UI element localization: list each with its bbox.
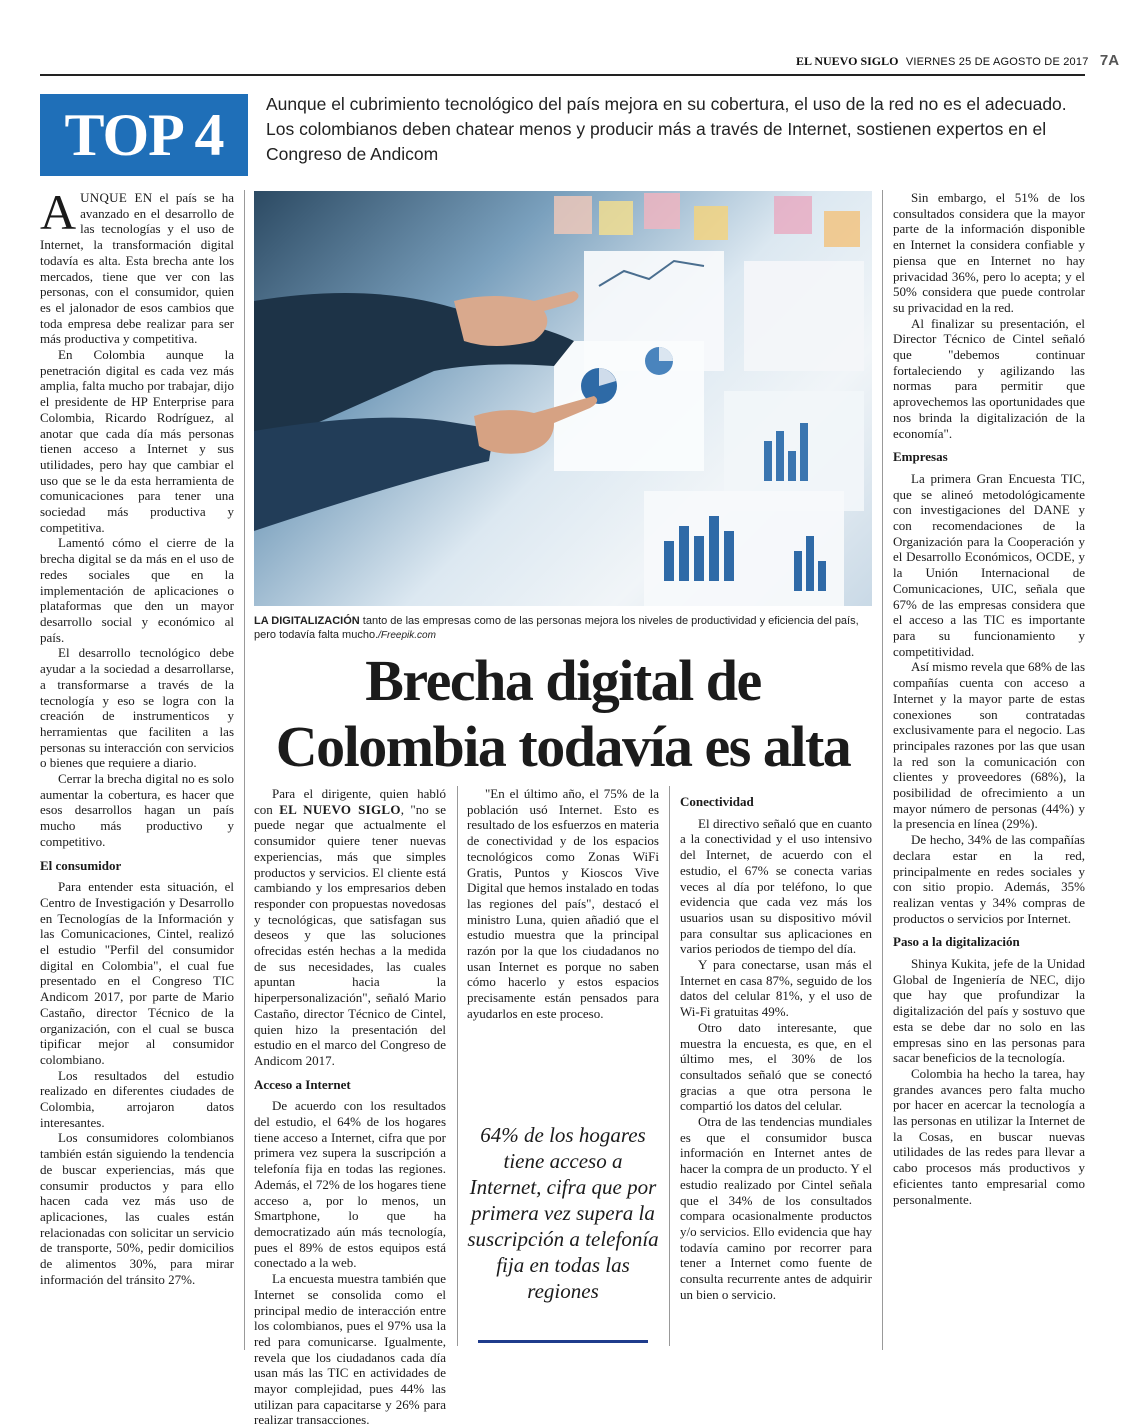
paragraph: El directivo señaló que en cuanto a la conectividad y el uso intensivo del Internet, de acuerdo con el estudio, el 67% se conecta varias veces al día por teléfono, lo que evidencia que cada vez más los usuarios usan su dispositivo móvil para consultar sus aplicaciones en varios periodos de tiempo del día. [680, 815, 872, 957]
column-2 [254, 786, 446, 1428]
article-photo [254, 191, 872, 606]
column-1 [40, 184, 234, 1288]
photo-caption [254, 614, 872, 643]
paragraph: Los resultados del estudio realizado en diferentes ciudades de Colombia, arrojaron datos interesantes. [40, 1067, 234, 1130]
paragraph: El desarrollo tecnológico debe ayudar a la sociedad a desarrollarse, a transformarse a través de la tecnología y eso se logra con la creación de instrumenticos y herramientas que faciliten a las personas su interacción con servicios o bienes que requiere a diario. [40, 645, 234, 771]
column-divider [669, 786, 670, 1346]
paragraph: La encuesta muestra también que Internet se consolida como el principal medio de interacción entre los colombianos, pues el 97% usa la red para comunicarse. Igualmente, revela que los ciudadanos cada día usan más las TIC en actividades de mayor complejidad, pues 44% las utilizan para capacitarse y 26% para realizar transacciones. [254, 1271, 446, 1428]
column-divider [244, 190, 245, 1350]
drop-cap: A [40, 184, 77, 240]
column-3 [467, 786, 659, 1116]
column-4 [680, 786, 872, 1303]
paragraph: Otra de las tendencias mundiales es que el consumidor busca información en Internet antes de hacer la compra de un producto. Y el estudio realizado por Cintel señala que el 34% de los consultados compara ocasionalmente productos y/o servicios. Ello evidencia que hay todavía camino por recorrer para tener a Internet como fuente de consulta recurrente antes de adquirir un bien o servicio. [680, 1114, 872, 1302]
paragraph: AUNQUE EN el país se ha avanzado en el desarrollo de las tecnologías y el uso de Internet, la transformación digital todavía es alta. Esta brecha ante los mercados, tiene que ver con las personas, con el consumidor, quien es el jalonador de esos cambios que toda empresa debe realizar para ser más productiva y competitiva. [40, 184, 234, 347]
masthead [796, 52, 1120, 72]
page-number: 7A [1099, 52, 1120, 69]
column-divider [457, 786, 458, 1346]
paragraph: Para el dirigente, quien habló con EL NUEVO SIGLO, "no se puede negar que actualmente el consumidor quiere tener nuevas experiencias, más que simples productos y servicios. El cliente está cambiando y los empresarios deben responder con propuestas novedosas y tecnológicas, que satisfagan sus deseos y que las soluciones ofrecidas estén hechas a la medida de sus necesidades, las cuales apuntan hacia la hiperpersonalización", señaló Mario Castaño, director Técnico de Cintel, quien hizo la presentación del estudio en el marco del Congreso de Andicom 2017. [254, 786, 446, 1068]
paragraph: Sin embargo, el 51% de los consultados considera que la mayor parte de la información disponible en Internet la considera confiable y piensa que en Internet no hay privacidad 36%, pero lo acepta; y el 50% considera que puede controlar su privacidad en la red. [893, 190, 1085, 315]
paragraph: Así mismo revela que 68% de las compañías cuenta con acceso a Internet y la mayor parte de estas conexiones son contratadas exclusivamente para el negocio. Las principales razones por las que usan la red son la comunicación con clientes y proveedores (68%), la posibilidad de ofrecimiento a un mayor número de personas (44%) y la presencia en línea (29%). [893, 659, 1086, 832]
paragraph: Y para conectarse, usan más el Internet en casa 87%, seguido de los datos del celular 81%, y el uso de Wi-Fi gratuitas 49%. [680, 957, 872, 1020]
pull-quote: 64% de los hogares tiene acceso a Internet, cifra que por primera vez supera la suscripción a telefonía fija en todas las regiones [467, 1123, 659, 1303]
paragraph: Los consumidores colombianos también están siguiendo la tendencia de buscar experiencias, más que consumir productos y para ello hacen cada vez más uso de aplicaciones, las cuales están relacionadas con solicitar un servicio de transporte, 50%, pedir domicilios de alimentos 30%, para mirar información del tránsito 27%. [40, 1130, 234, 1287]
subheading-paso: Paso a la digitalización [893, 934, 1020, 950]
paragraph: Cerrar la brecha digital no es solo aumentar la cobertura, es hacer que esos desarrollos hagan un país mucho más productivo y competitivo. [40, 771, 234, 849]
paper-mention: EL NUEVO SIGLO [279, 801, 401, 817]
paragraph: En Colombia aunque la penetración digital es cada vez más amplia, falta mucho por trabajar, dijo el presidente de HP Enterprise para Colombia, Ricardo Rodríguez, al anotar que cada día más personas tienen acceso a Internet y sus utilidades, pero hay que cambiar el uso que se le da esta herramienta de comunicaciones para tener una sociedad más productiva y competitiva. [40, 347, 234, 535]
paragraph: De hecho, 34% de las compañías declara estar en la red, principalmente en redes sociales y con sitio propio. Además, 35% realizan ventas y 34% compras de productos o servicios por Internet. [893, 832, 1085, 926]
masthead-rule [40, 74, 1085, 76]
paragraph: "En el último año, el 75% de la población usó Internet. Esto es resultado de los esfuerzos en materia de conectividad y de los espacios tecnológicos como Zonas WiFi Gratis, Puntos y Kioscos Vive Digital que hemos instalado en todas las regiones del país", destacó el ministro Luna, quien añadió que el estudio muestra que la principal razón por la que los ciudadanos no usan Internet es porque no saben cómo hacerlo y estos espacios precisamente están pensados para ayudarlos en este proceso. [467, 786, 659, 1021]
paragraph: Colombia ha hecho la tarea, hay grandes avances pero falta mucho por hacer en acercar la tecnología a las personas en utilizar la Internet de la Cosas, en buscar nuevas utilidades de las redes para llevar a cabo procesos más productivos y eficientes tanto empresarial como personalmente. [893, 1065, 1085, 1207]
column-5 [893, 190, 1085, 1207]
subheading-consumidor: El consumidor [40, 857, 122, 873]
photo-credit: /Freepik.com [378, 630, 436, 641]
article-deck: Aunque el cubrimiento tecnológico del país mejora en su cobertura, el uso de la red no es el adecuado. Los colombianos deben chatear menos y producir más a través de Internet, sostienen expertos en el Congreso de Andicom [266, 94, 1067, 164]
subheading-empresas: Empresas [893, 449, 948, 465]
caption-lead: LA DIGITALIZACIÓN [254, 615, 360, 627]
subheading-conectividad: Conectividad [680, 794, 754, 809]
paragraph: Lamentó cómo el cierre de la brecha digital se da más en el uso de redes sociales que en la implementación de aplicaciones o plataformas que den un mayor desarrollo social y económico al país. [40, 535, 234, 645]
issue-date: VIERNES 25 DE AGOSTO DE 2017 [905, 56, 1089, 68]
column-divider [882, 190, 883, 1350]
paragraph: De acuerdo con los resultados del estudio, el 64% de los hogares tiene acceso a Internet, cifra que por primera vez supera la suscripción a telefonía fija en todas las regiones. Además, el 72% de los hogares tiene acceso a, por lo menos, un Smartphone, lo que ha democratizado aún más tecnología, pues el 89% de estos equipos está conectado a la web. [254, 1098, 446, 1271]
headline: Brecha digital de Colombia todavía es alta [275, 648, 851, 779]
subheading-acceso: Acceso a Internet [254, 1076, 351, 1092]
pull-quote-rule [478, 1340, 648, 1343]
lead-caps: UNQUE EN [80, 190, 153, 205]
digital-charts-illustration [254, 191, 872, 606]
paragraph: Para entender esta situación, el Centro de Investigación y Desarrollo en Tecnologías de la Información y las Comunicaciones, Cintel, realizó el estudio "Perfil del consumidor digital en Colombia", el cual fue presentado en el Congreso TIC Andicom 2017, por parte de Mario Castaño, director Técnico de la organización, con el cual se busca tipificar mejor al consumidor colombiano. [40, 879, 234, 1067]
section-badge: TOP 4 [40, 94, 248, 176]
newspaper-name: EL NUEVO SIGLO [796, 54, 899, 68]
paragraph: Shinya Kukita, jefe de la Unidad Global de Ingeniería de NEC, dijo que hay que profundizar la digitalización del país y sostuvo que esta se debe dar no solo en las empresas sino en las personas para sacar beneficios de la tecnología. [893, 956, 1085, 1066]
paragraph: La primera Gran Encuesta TIC, que se alineó metodológicamente con investigaciones del DANE y con recomendaciones de la Organización para la Cooperación y el Desarrollo Económicos, OCDE, y la Unión Internacional de Comunicaciones, UIC, señala que 67% de las empresas considera que el acceso a las TIC es importante para su funcionamiento y competitividad. [893, 470, 1085, 659]
caption-text: tanto de las empresas como de las personas mejora los niveles de productividad y eficiencia del país, pero todavía falta mucho. [254, 615, 859, 641]
paragraph: Al finalizar su presentación, el Director Técnico de Cintel señaló que "debemos continuar fortaleciendo y agilizando las normas para permitir que aprovechemos las oportunidades que nos brinda la digitalización de la economía". [893, 315, 1085, 441]
paragraph: Otro dato interesante, que muestra la encuesta, es que, en el último mes, el 30% de los consultados señaló que se conectó gracias a que otra persona le compartió los datos del celular. [680, 1019, 872, 1114]
